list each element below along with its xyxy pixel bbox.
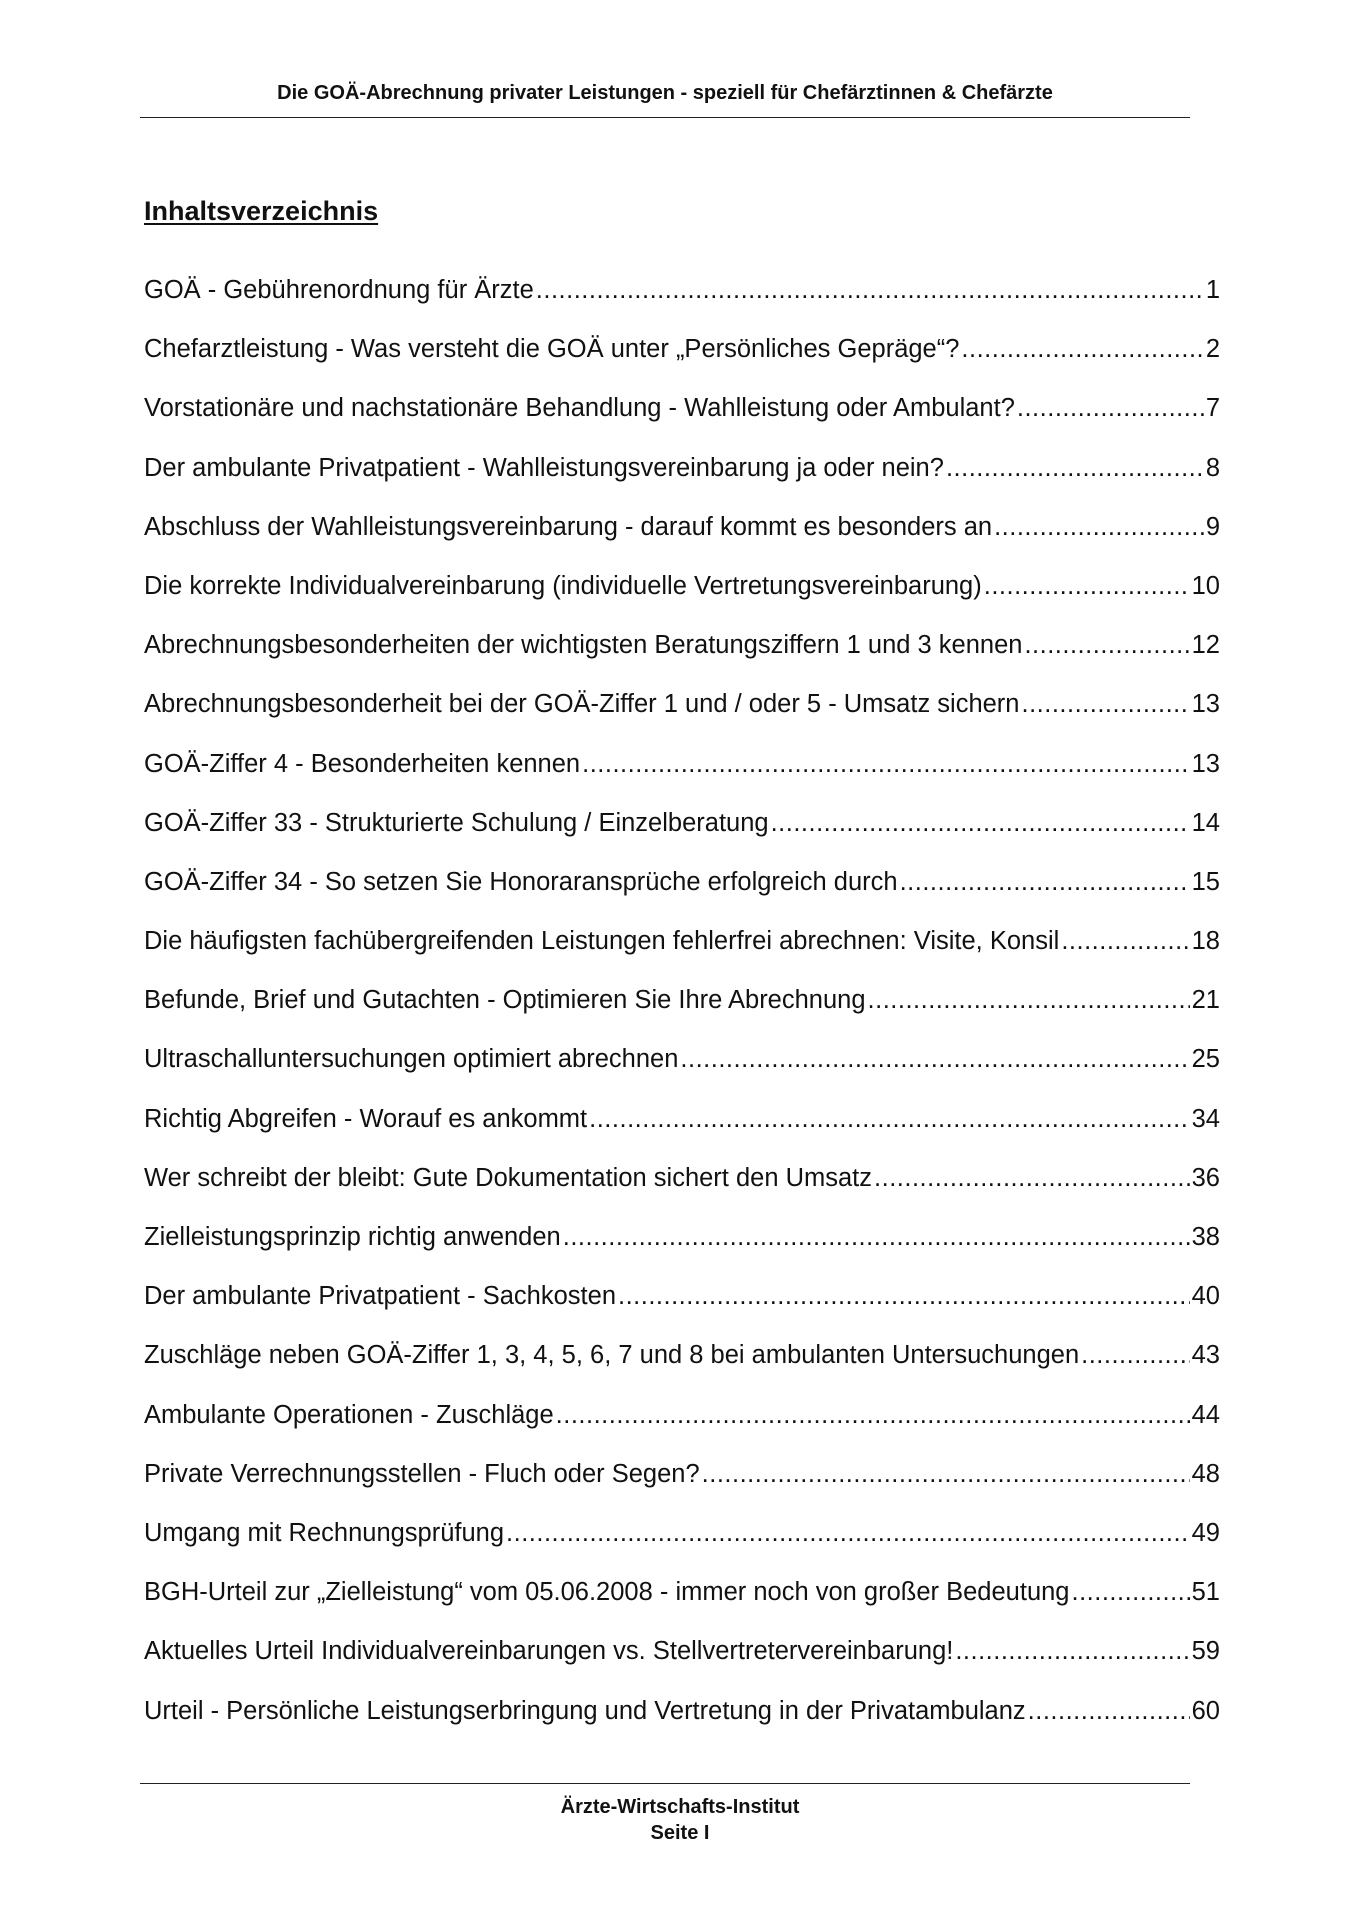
toc-entry-title: Der ambulante Privatpatient - Sachkosten: [144, 1282, 616, 1311]
toc-dot-leader: [589, 1101, 1189, 1137]
header-divider: [140, 117, 1190, 118]
toc-entry[interactable]: [144, 864, 1220, 923]
toc-entry[interactable]: [144, 568, 1220, 627]
toc-entry-page-number: 18: [1191, 927, 1220, 956]
toc-dot-leader: [680, 1041, 1189, 1077]
toc-dot-leader: [1071, 1574, 1189, 1610]
toc-entry[interactable]: [144, 1101, 1220, 1160]
toc-entry[interactable]: [144, 982, 1220, 1041]
toc-entry[interactable]: [144, 450, 1220, 509]
footer-page-number: Seite I: [650, 1822, 710, 1844]
toc-entry-page-number: 44: [1191, 1400, 1220, 1429]
toc-entry[interactable]: [144, 923, 1220, 982]
toc-entry-page-number: 13: [1191, 690, 1220, 719]
toc-entry-page-number: 43: [1191, 1341, 1220, 1370]
toc-entry-title: Die häufigsten fachübergreifenden Leistungen fehlerfrei abrechnen: Visite, Konsil: [144, 927, 1060, 956]
toc-dot-leader: [618, 1278, 1190, 1314]
footer-organization: Ärzte-Wirtschafts-Institut: [560, 1796, 800, 1818]
toc-entry-page-number: 49: [1191, 1518, 1220, 1547]
toc-entry-page-number: 2: [1205, 335, 1220, 364]
toc-entry-title: Abrechnungsbesonderheit bei der GOÄ-Ziffer 1 und / oder 5 - Umsatz sichern: [144, 690, 1020, 719]
toc-entry-title: Vorstationäre und nachstationäre Behandlung - Wahlleistung oder Ambulant?: [144, 394, 1015, 423]
toc-dot-leader: [536, 272, 1204, 308]
toc-entry-page-number: 38: [1191, 1223, 1220, 1251]
toc-entry[interactable]: [144, 1397, 1220, 1456]
toc-entry[interactable]: [144, 1041, 1220, 1100]
toc-entry-page-number: 15: [1191, 867, 1220, 896]
toc-dot-leader: [771, 805, 1190, 841]
footer-divider: [140, 1783, 1190, 1784]
toc-entry[interactable]: [144, 1160, 1220, 1219]
toc-entry-page-number: 8: [1205, 453, 1220, 482]
toc-entry-title: GOÄ-Ziffer 4 - Besonderheiten kennen: [144, 749, 581, 778]
toc-entry[interactable]: [144, 1574, 1220, 1633]
toc-entry-title: Urteil - Persönliche Leistungserbringung und Vertretung in der Privatambulanz: [144, 1696, 1026, 1725]
toc-entry-title: Ambulante Operationen - Zuschläge: [144, 1400, 554, 1429]
toc-entry[interactable]: [144, 1219, 1220, 1278]
toc-entry-page-number: 25: [1191, 1045, 1220, 1074]
toc-dot-leader: [1081, 1337, 1190, 1373]
toc-dot-leader: [984, 568, 1190, 604]
toc-entry-page-number: 7: [1205, 394, 1220, 423]
toc-entry[interactable]: [144, 627, 1220, 686]
toc-entry-page-number: 13: [1191, 749, 1220, 778]
toc-entry[interactable]: [144, 1693, 1220, 1752]
toc-dot-leader: [874, 1160, 1190, 1196]
toc-entry-title: Zielleistungsprinzip richtig anwenden: [144, 1223, 561, 1251]
toc-entry-page-number: 34: [1191, 1104, 1220, 1133]
toc-entry[interactable]: [144, 686, 1220, 745]
toc-dot-leader: [1024, 627, 1189, 663]
toc-entry-title: GOÄ - Gebührenordnung für Ärzte: [144, 276, 534, 304]
toc-entry-title: Die korrekte Individualvereinbarung (individuelle Vertretungsvereinbarung): [144, 571, 982, 600]
toc-dot-leader: [1021, 686, 1189, 722]
toc-entry-title: Befunde, Brief und Gutachten - Optimieren Sie Ihre Abrechnung: [144, 986, 866, 1015]
toc-dot-leader: [506, 1515, 1190, 1551]
toc-entry-title: Umgang mit Rechnungsprüfung: [144, 1518, 505, 1547]
toc-entry-page-number: 14: [1191, 808, 1220, 837]
toc-entry[interactable]: [144, 1515, 1220, 1574]
toc-entry-title: BGH-Urteil zur „Zielleistung“ vom 05.06.2008 - immer noch von großer Bedeutung: [144, 1578, 1070, 1607]
toc-entry-title: Ultraschalluntersuchungen optimiert abrechnen: [144, 1045, 679, 1074]
toc-entry[interactable]: [144, 1337, 1220, 1396]
toc-entry-page-number: 60: [1191, 1696, 1220, 1725]
toc-entry[interactable]: [144, 1456, 1220, 1515]
toc-entry-title: Chefarztleistung - Was versteht die GOÄ unter „Persönliches Gepräge“?: [144, 335, 960, 364]
toc-entry-page-number: 21: [1191, 986, 1220, 1015]
toc-entry-title: Abschluss der Wahlleistungsvereinbarung - darauf kommt es besonders an: [144, 512, 993, 541]
toc-dot-leader: [900, 864, 1190, 900]
toc-dot-leader: [556, 1397, 1190, 1433]
toc-entry[interactable]: [144, 272, 1220, 331]
toc-dot-leader: [1028, 1693, 1190, 1729]
page-header-title: Die GOÄ-Abrechnung privater Leistungen - speziell für Chefärztinnen & Chefärzte: [277, 82, 1053, 104]
toc-entry-title: Abrechnungsbesonderheiten der wichtigsten Beratungsziffern 1 und 3 kennen: [144, 631, 1023, 660]
toc-dot-leader: [994, 509, 1204, 545]
toc-entry-page-number: 48: [1191, 1459, 1220, 1488]
toc-entry-title: Zuschläge neben GOÄ-Ziffer 1, 3, 4, 5, 6, 7 und 8 bei ambulanten Untersuchungen: [144, 1341, 1080, 1370]
toc-entry-title: Private Verrechnungsstellen - Fluch oder Segen?: [144, 1459, 700, 1488]
toc-dot-leader: [702, 1456, 1190, 1492]
toc-entry-title: GOÄ-Ziffer 33 - Strukturierte Schulung / Einzelberatung: [144, 808, 769, 837]
toc-entry[interactable]: [144, 331, 1220, 390]
toc-entry-page-number: 36: [1191, 1163, 1220, 1192]
toc-heading: Inhaltsverzeichnis: [144, 196, 379, 226]
toc-entry-title: Wer schreibt der bleibt: Gute Dokumentation sichert den Umsatz: [144, 1163, 873, 1192]
toc-dot-leader: [955, 1633, 1189, 1669]
toc-entry[interactable]: [144, 1278, 1220, 1337]
toc-entry-page-number: 10: [1191, 571, 1220, 600]
toc-dot-leader: [582, 746, 1190, 782]
toc-entry-page-number: 9: [1205, 512, 1220, 541]
toc-dot-leader: [563, 1219, 1190, 1255]
toc-list: [144, 272, 1220, 1752]
toc-entry[interactable]: [144, 1633, 1220, 1692]
toc-dot-leader: [946, 450, 1204, 486]
toc-dot-leader: [1061, 923, 1189, 959]
toc-entry-page-number: 12: [1191, 631, 1220, 660]
toc-entry-page-number: 1: [1205, 276, 1220, 304]
toc-entry-title: Richtig Abgreifen - Worauf es ankommt: [144, 1104, 588, 1133]
toc-entry-title: GOÄ-Ziffer 34 - So setzen Sie Honoraransprüche erfolgreich durch: [144, 867, 898, 896]
toc-dot-leader: [961, 331, 1203, 367]
toc-entry[interactable]: [144, 509, 1220, 568]
toc-entry-title: Aktuelles Urteil Individualvereinbarungen vs. Stellvertretervereinbarung!: [144, 1637, 954, 1666]
toc-entry[interactable]: [144, 805, 1220, 864]
toc-dot-leader: [1017, 390, 1204, 426]
toc-entry-page-number: 51: [1191, 1578, 1220, 1607]
toc-entry-page-number: 40: [1191, 1282, 1220, 1311]
toc-entry-page-number: 59: [1191, 1637, 1220, 1666]
toc-entry[interactable]: [144, 390, 1220, 449]
toc-entry-title: Der ambulante Privatpatient - Wahlleistungsvereinbarung ja oder nein?: [144, 453, 944, 482]
toc-dot-leader: [868, 982, 1190, 1018]
toc-entry[interactable]: [144, 746, 1220, 805]
